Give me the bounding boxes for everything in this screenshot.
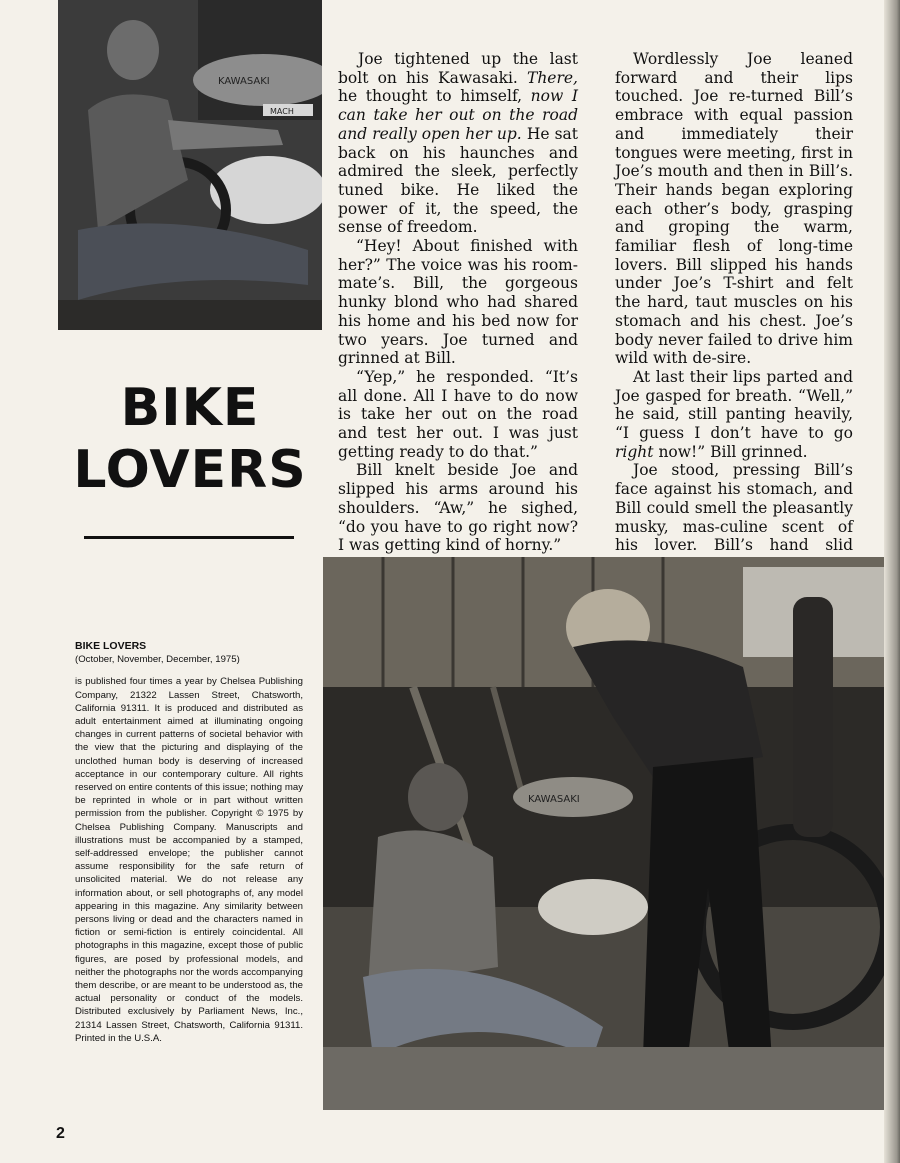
bike-engine-shape [538,879,648,935]
article-column-left [338,50,578,555]
kneeling-man-head [408,763,468,831]
photo-garage-scene [323,557,900,1110]
paragraph: Bill knelt beside Joe and slipped his arms around his shoulders. “Aw,” he sighed, “do you have to go right now? I was getting kind of horny.” [338,461,578,555]
paragraph: “Yep,” he responded. “It’s all done. All I have to do now is take her out on the road and test her out. I was just getting ready to do that.” [338,367,578,461]
headline-line-1: BIKE [120,378,260,438]
paragraph: Joe tightened up the last bolt on his Kawasaki. There, he thought to himself, now I can take her out on the road and really open her up. He sat back on his haunches and admired the sleek, perfectly tuned bike. He liked the power of it, the speed, the sense of freedom. [338,50,579,237]
photo-garage-scene-illustration [323,557,900,1110]
page-number: 2 [56,1125,65,1142]
cover-label: MACH [270,107,294,116]
headline-line-2: LOVERS [73,440,307,500]
page-spine-shadow [884,0,900,1163]
tank-label: KAWASAKI [218,76,270,87]
masthead-title: BIKE LOVERS [75,640,147,652]
paragraph: Joe stood, pressing Bill’s face against his stomach, and Bill could smell the pleasantly musky, mas-culine scent of his lover. Bill’s hand slid [615,461,853,555]
sissy-bar [793,597,833,837]
masthead-legal-text: is published four times a year by Chelsea Publishing Company, 21322 Lassen Street, Chatsworth, California 91311. It is produced and distributed as adult entertainment aimed at illuminating ongoing changes in current patterns of societal behavior with the view that the picturing and displaying of the unclothed human body is deserving of increased acceptance in our contemporary culture. All rights reserved on entire contents of this issue; nothing may be reprinted in whole or in part without written permission from the publisher. Copyright © 1975 by Chelsea Publishing Company. Manuscripts and illustrations must be accompanied by a stamped, self-addressed envelope; the publisher cannot assume responsibility for the safe return of unsolicited material. We do not release any information about, or sell photographs of, any model appearing in this magazine. Any similarity between persons living or dead and the characters named in fiction or semi-fiction is entirely coincidental. All photographs in this magazine, except those of public figures, are posed by professional models, and neither the photographs nor the words accompanying them describe, or are meant to be understood as, the actual personality or conduct of the models. Distributed exclusively by Parliament News, Inc., 21314 Lassen Street, Chatsworth, California 91311. Printed in the U.S.A. [75,676,303,1044]
masthead-issue-date: (October, November, December, 1975) [75,654,240,666]
mechanic-head [107,20,159,80]
kneeling-man-torso [368,830,498,987]
article-column-right [615,50,853,574]
tank-label: KAWASAKI [528,794,580,805]
photo-mechanic-closeup [58,0,322,330]
headline-rule [84,536,294,539]
masthead-notice [75,640,303,1045]
paragraph: At last their lips parted and Joe gasped for breath. “Well,” he said, still panting heavily, “I guess I don’t have to go right now!” Bill grinned. [615,367,853,461]
photo-mechanic-closeup-illustration [58,0,322,330]
paragraph: “Hey! About finished with her?” The voice was his room-mate’s. Bill, the gorgeous hunky blond who had shared his home and his bed now for two years. Joe turned and grinned at Bill. [338,237,578,368]
paragraph: Wordlessly Joe leaned forward and their lips touched. Joe re-turned Bill’s embrace with equal passion and immediately their tongues were meeting, first in Joe’s mouth and then in Bill’s. Their hands began exploring each other’s body, grasping and groping the warm, familiar flesh of long-time lovers. Bill slipped his hands under Joe’s T-shirt and felt the hard, taut muscles on his stomach and his chest. Joe’s body never failed to drive him wild with de-sire. [615,50,853,368]
